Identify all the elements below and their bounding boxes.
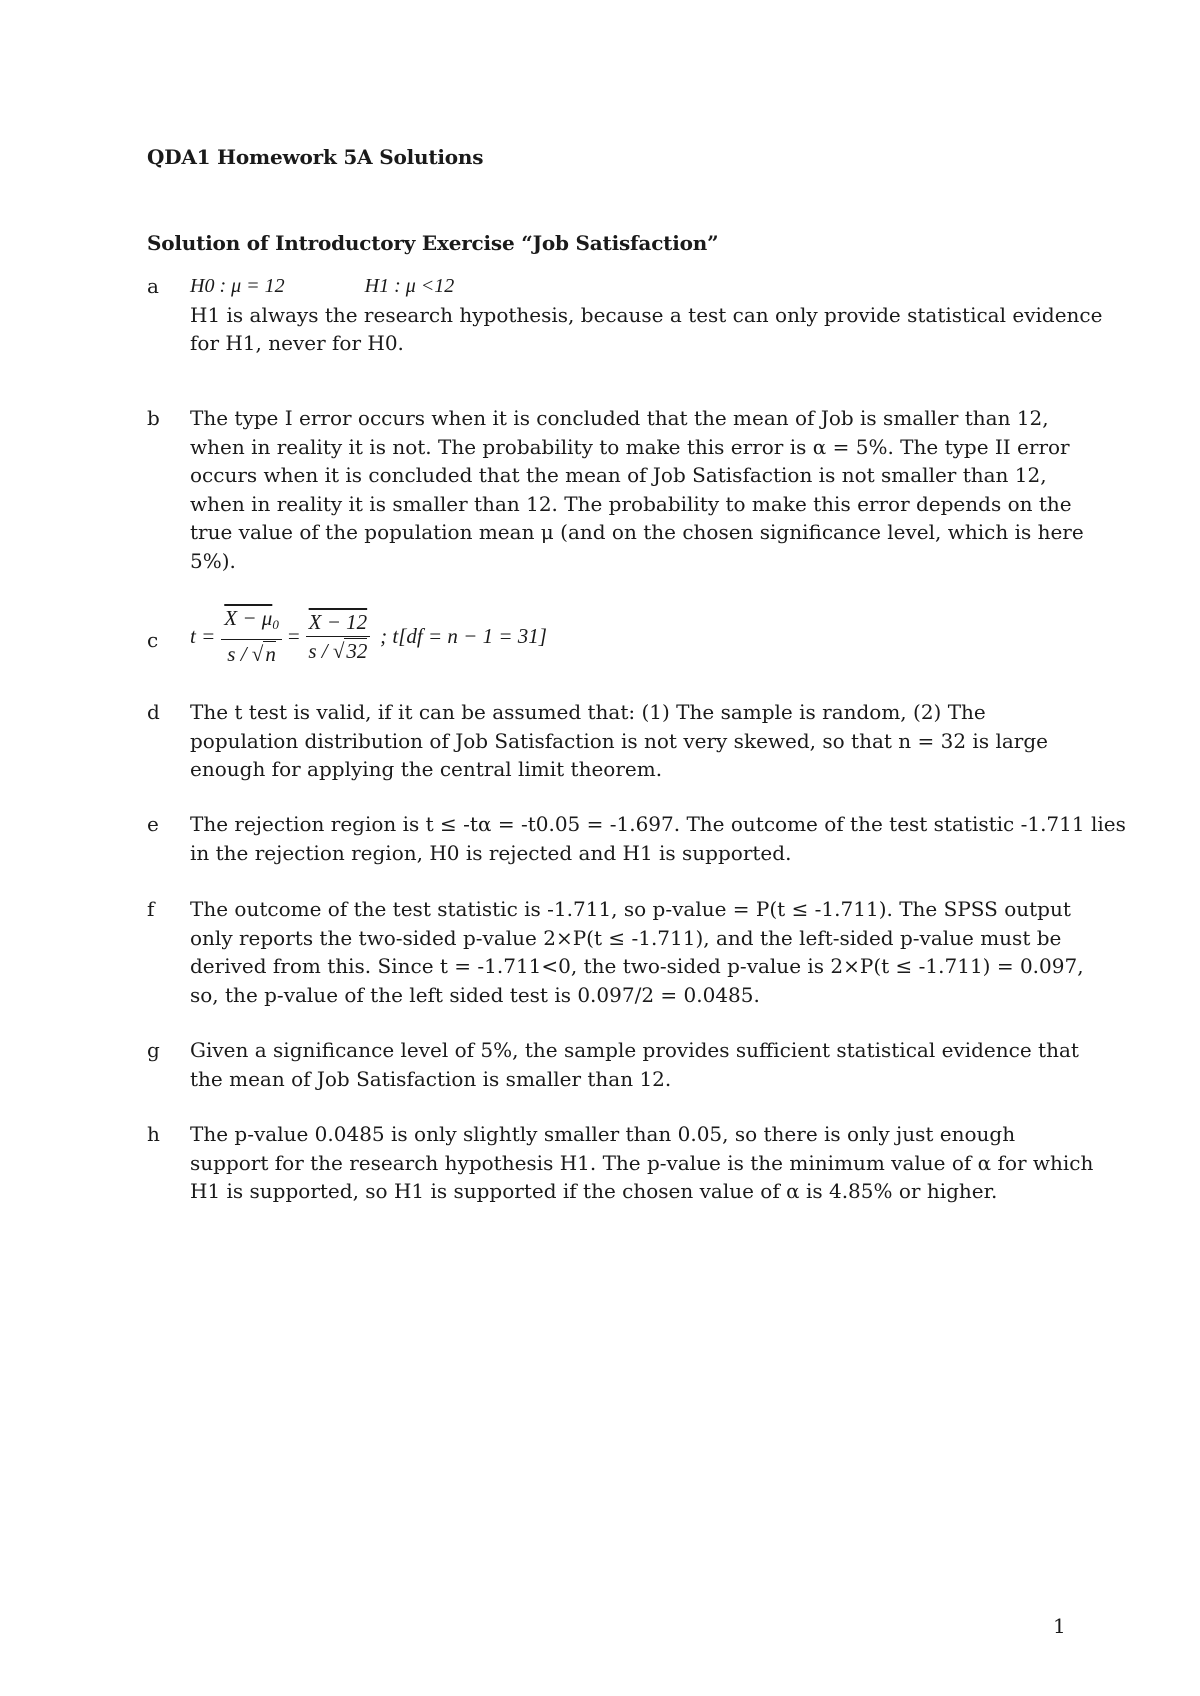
- numerator: X − μ: [224, 606, 273, 630]
- text-line: The rejection region is t ≤ -tα = -t0.05 = -1.697. The outcome of the test statistic -1.711 lies: [190, 812, 1126, 836]
- item-label: g: [147, 1038, 160, 1062]
- item-label: b: [147, 406, 160, 430]
- text-line: H1 is supported, so H1 is supported if the chosen value of α is 4.85% or higher.: [190, 1179, 998, 1203]
- item-label: a: [147, 274, 159, 298]
- equals-sign: =: [287, 623, 300, 648]
- item-label: f: [147, 897, 155, 921]
- text-line: 5%).: [190, 548, 236, 573]
- text-line: occurs when it is concluded that the mean of Job Satisfaction is not smaller than 12,: [190, 463, 1047, 487]
- exercise-heading: Solution of Introductory Exercise “Job Satisfaction”: [147, 231, 719, 255]
- item-label: d: [147, 700, 160, 724]
- text-line: The type I error occurs when it is concluded that the mean of Job is smaller than 12,: [190, 406, 1049, 430]
- numerator: X − 12: [306, 610, 371, 637]
- page-number: 1: [1053, 1614, 1066, 1638]
- t-statistic-formula: [190, 606, 1087, 666]
- item-label: c: [147, 628, 159, 652]
- text-line: Given a significance level of 5%, the sample provides sufficient statistical evidence that: [190, 1038, 1079, 1062]
- text-line: for H1, never for H0.: [190, 331, 404, 355]
- answer-a: [147, 272, 1103, 358]
- fraction: $\frac{X - \mu_0}{s / √n}$: [221, 606, 282, 666]
- null-hypothesis: H0 : μ = 12: [190, 275, 285, 297]
- text-line: The t test is valid, if it can be assumed that: (1) The sample is random, (2) The: [190, 700, 986, 724]
- answer-b: [147, 404, 1087, 575]
- document-title: QDA1 Homework 5A Solutions: [147, 145, 484, 169]
- answer-h: [147, 1120, 1094, 1206]
- answer-g: [147, 1036, 1087, 1093]
- text-line: when in reality it is smaller than 12. The probability to make this error depends on the: [190, 491, 1072, 516]
- denominator: s /: [308, 638, 328, 663]
- text-line: in the rejection region, H0 is rejected and H1 is supported.: [190, 840, 792, 865]
- text-line: The outcome of the test statistic is -1.711, so p-value = P(t ≤ -1.711). The SPSS output: [190, 897, 1071, 921]
- item-label: h: [147, 1122, 160, 1146]
- text-line: support for the research hypothesis H1. The p-value is the minimum value of α for which: [190, 1150, 1094, 1175]
- fraction: $\frac{X - 12}{s / √32}$: [306, 610, 371, 663]
- answer-f: [147, 895, 1087, 1009]
- t-distribution: ; t[df = n − 1 = 31]: [380, 623, 547, 648]
- answer-c: [147, 606, 1087, 666]
- text-line: population distribution of Job Satisfaction is not very skewed, so that n = 32 is large: [190, 728, 1048, 753]
- denominator: s /: [227, 642, 247, 666]
- text-line: enough for applying the central limit theorem.: [190, 757, 663, 781]
- text-line: the mean of Job Satisfaction is smaller than 12.: [190, 1066, 672, 1091]
- t-symbol: t =: [190, 623, 216, 648]
- hypotheses: [190, 272, 1087, 301]
- answer-e: [147, 810, 1126, 867]
- text-line: true value of the population mean μ (and on the chosen significance level, which is here: [190, 520, 1084, 544]
- answer-d: [147, 698, 1087, 784]
- text-line: so, the p-value of the left sided test is 0.097/2 = 0.0485.: [190, 982, 760, 1007]
- text-line: derived from this. Since t = -1.711<0, the two-sided p-value is 2×P(t ≤ -1.711) = 0.097,: [190, 954, 1084, 978]
- text-line: only reports the two-sided p-value 2×P(t ≤ -1.711), and the left-sided p-value must be: [190, 925, 1062, 950]
- text-line: The p-value 0.0485 is only slightly smaller than 0.05, so there is only just enough: [190, 1122, 1016, 1146]
- item-label: e: [147, 812, 159, 836]
- text-line: when in reality it is not. The probability to make this error is α = 5%. The type II error: [190, 434, 1070, 459]
- alternative-hypothesis: H1 : μ <12: [364, 275, 455, 297]
- text-line: H1 is always the research hypothesis, because a test can only provide statistical evidence: [190, 302, 1103, 327]
